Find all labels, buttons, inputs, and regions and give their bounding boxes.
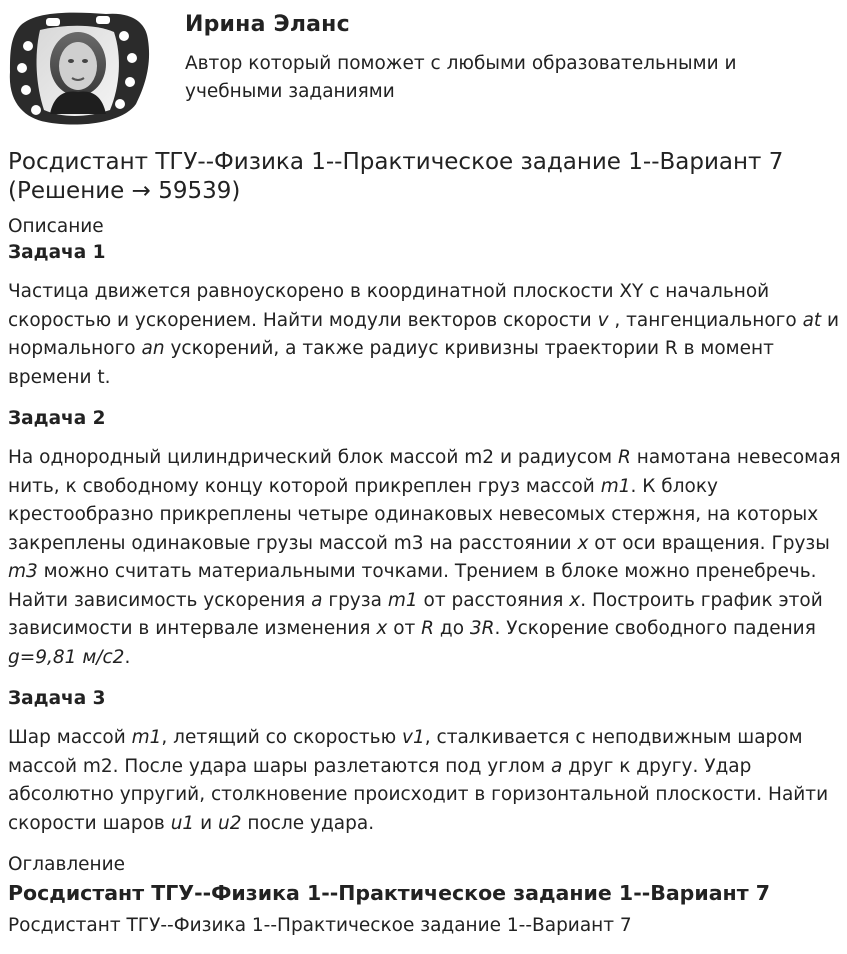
text-run: . [124, 646, 131, 668]
author-name[interactable]: Ирина Эланс [185, 12, 350, 37]
italic-variable: a [550, 755, 563, 777]
text-run: груза [322, 589, 388, 611]
text-run: можно считать материальными точками. Трением в блоке можно пренебречь. Найти зависимость ускорения [8, 561, 817, 611]
document-title: Росдистант ТГУ--Физика 1--Практическое задание 1--Вариант 7 (Решение → 59539) [8, 149, 784, 204]
italic-variable: a [311, 589, 323, 611]
task-heading: Задача 3 [8, 688, 106, 709]
italic-variable: an [141, 338, 165, 359]
text-run: На однородный цилиндрический блок массой m2 и радиусом [8, 447, 619, 468]
text-run: от [387, 618, 422, 639]
italic-variable: m3 [8, 561, 38, 582]
text-run: . Ускорение свободного падения [494, 618, 816, 639]
author-description: Автор который поможет с любыми образовательными и учебными заданиями [185, 53, 737, 102]
toc-link[interactable]: Росдистант ТГУ--Физика 1--Практическое задание 1--Вариант 7 [8, 915, 632, 936]
italic-variable: m1 [387, 589, 418, 611]
author-avatar[interactable] [6, 6, 152, 128]
task-3 [8, 686, 842, 838]
task-heading: Задача 1 [8, 242, 106, 263]
italic-variable: m1 [600, 475, 631, 497]
text-run: и [194, 812, 218, 834]
italic-variable: x [577, 532, 589, 554]
text-run: Частица движется равноускорено в координатной плоскости XY с начальной скоростью и ускорением. Найти модули векторов скорости [8, 281, 770, 331]
toc-title: Росдистант ТГУ--Физика 1--Практическое задание 1--Вариант 7 [8, 881, 770, 905]
text-run: от оси вращения. Грузы [588, 532, 830, 554]
description-label: Описание [8, 216, 104, 237]
italic-variable: R [421, 618, 435, 639]
text-run: ускорений, а также радиус кривизны траектории R в момент времени t. [8, 338, 774, 388]
text-run: и нормального [8, 309, 840, 359]
italic-variable: u2 [218, 812, 242, 834]
text-run: , летящий со скоростью [161, 727, 403, 748]
author-header [0, 0, 847, 130]
text-run: до [434, 618, 470, 639]
text-run: , тангенциального [608, 309, 803, 331]
task-2 [8, 406, 842, 672]
text-run: . К блоку крестообразно прикреплены четыре одинаковых невесомых стержня, на которых закреплены одинаковые грузы массой m3 на расстоянии [8, 475, 819, 554]
italic-variable: at [802, 309, 822, 331]
text-run: Шар массой [8, 727, 132, 748]
text-run: намотана невесомая нить, к свободному концу которой прикреплен груз массой [8, 447, 841, 497]
italic-variable: 3R [469, 618, 495, 639]
text-run: , сталкивается с неподвижным шаром массой m2. После удара шары разлетаются под углом [8, 727, 803, 777]
text-run: друг к другу. Удар абсолютно упругий, столкновение происходит в горизонтальной плоскости. Найти скорости шаров [8, 755, 829, 834]
document-content [8, 148, 842, 939]
italic-variable: v1 [402, 727, 425, 748]
task-text [8, 724, 842, 838]
italic-variable: x [569, 589, 581, 611]
text-run: от расстояния [417, 589, 570, 611]
text-run: . Построить график этой зависимости в интервале изменения [8, 589, 823, 639]
italic-variable: R [618, 447, 631, 468]
italic-variable: x [376, 618, 388, 639]
task-1 [8, 240, 842, 392]
italic-variable: u1 [170, 812, 195, 834]
film-reel-frame-icon [6, 6, 152, 128]
text-run: после удара. [241, 812, 375, 834]
italic-variable: g=9,81 м/с2 [8, 646, 125, 668]
toc-label: Оглавление [8, 854, 126, 875]
italic-variable: m1 [131, 727, 162, 748]
task-text [8, 278, 842, 392]
italic-variable: v [597, 309, 609, 331]
task-text [8, 444, 842, 672]
task-heading: Задача 2 [8, 408, 106, 429]
